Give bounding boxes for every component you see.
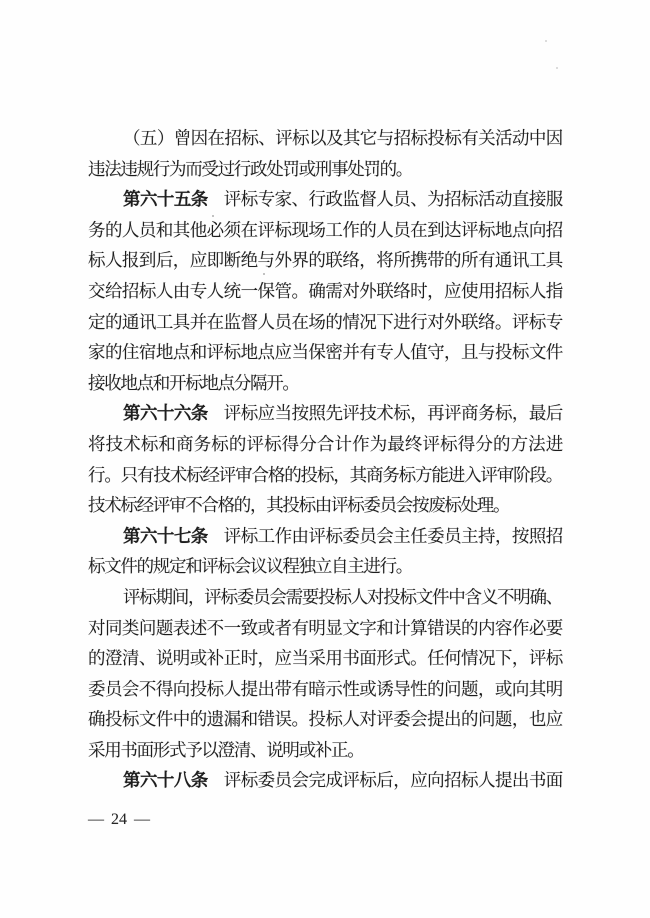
body-line-text: 行。只有技术标经评审合格的投标，其商务标方能进入评审阶段。 bbox=[88, 464, 562, 485]
body-line bbox=[88, 735, 562, 766]
body-line-text: 确投标文件中的遗漏和错误。投标人对评委会提出的问题，也应 bbox=[88, 709, 562, 730]
body-line-text: 务的人员和其他必须在评标现场工作的人员在到达评标地点向招 bbox=[88, 219, 562, 240]
body-line-text: 技术标经评审不合格的，其投标由评标委员会按废标处理。 bbox=[88, 495, 510, 516]
body-line-text: 对同类问题表述不一致或者有明显文字和计算错误的内容作必要 bbox=[88, 617, 562, 638]
body-line bbox=[88, 184, 562, 215]
body-line-text: 违法违规行为而受过行政处罚或刑事处罚的。 bbox=[88, 158, 412, 179]
body-line-text: 交给招标人由专人统一保管。确需对外联络时，应使用招标人指 bbox=[88, 280, 562, 301]
body-line bbox=[88, 429, 562, 460]
body-line bbox=[88, 490, 562, 521]
footer-dash-left: — bbox=[88, 811, 104, 828]
body-line bbox=[88, 765, 562, 796]
body-line bbox=[88, 276, 562, 307]
body-line bbox=[88, 582, 562, 613]
body-line-text: 定的通讯工具并在监督人员在场的情况下进行对外联络。评标专 bbox=[88, 311, 562, 332]
body-line-text: 评标专家、行政监督人员、为招标活动直接服 bbox=[223, 189, 562, 210]
body-line bbox=[88, 307, 562, 338]
body-line bbox=[88, 123, 562, 154]
body-line bbox=[88, 154, 562, 185]
body-line-text: 评标应当按照先评技术标，再评商务标，最后 bbox=[223, 403, 562, 424]
body-line bbox=[88, 215, 562, 246]
scan-speck bbox=[545, 40, 547, 42]
body-line-text: 委员会不得向投标人提出带有暗示性或诱导性的问题，或向其明 bbox=[88, 678, 562, 699]
scan-speck bbox=[556, 67, 558, 69]
body-line bbox=[88, 551, 562, 582]
page-number: 24 bbox=[111, 811, 127, 828]
body-line bbox=[88, 704, 562, 735]
article-number: 第六十五条 bbox=[123, 189, 208, 210]
footer-dash-right: — bbox=[134, 811, 150, 828]
body-line bbox=[88, 521, 562, 552]
body-line-text: 家的住宿地点和评标地点应当保密并有专人值守，且与投标文件 bbox=[88, 342, 562, 363]
body-line-text: 将技术标和商务标的评标得分合计作为最终评标得分的方法进 bbox=[88, 433, 562, 454]
page-footer bbox=[88, 809, 150, 831]
body-line bbox=[88, 643, 562, 674]
body-line-text: 评标工作由评标委员会主任委员主持，按照招 bbox=[223, 525, 562, 546]
body-line bbox=[88, 674, 562, 705]
body-line bbox=[88, 245, 562, 276]
body-line-text: 标文件的规定和评标会议议程独立自主进行。 bbox=[88, 556, 412, 577]
document-body bbox=[88, 123, 562, 796]
body-line-text: 标人报到后，应即断绝与外界的联络，将所携带的所有通讯工具 bbox=[88, 250, 562, 271]
body-line bbox=[88, 368, 562, 399]
article-number: 第六十八条 bbox=[123, 770, 208, 791]
article-number: 第六十七条 bbox=[123, 525, 208, 546]
body-line bbox=[88, 613, 562, 644]
body-line-text: 的澄清、说明或补正时，应当采用书面形式。任何情况下，评标 bbox=[88, 648, 562, 669]
article-number: 第六十六条 bbox=[123, 403, 208, 424]
body-line bbox=[88, 398, 562, 429]
body-line-text: 评标期间，评标委员会需要投标人对投标文件中含义不明确、 bbox=[123, 586, 562, 607]
body-line-text: （五）曾因在招标、评标以及其它与招标投标有关活动中因 bbox=[123, 128, 562, 148]
body-line-text: 评标委员会完成评标后，应向招标人提出书面 bbox=[223, 770, 562, 791]
body-line-text: 接收地点和开标地点分隔开。 bbox=[88, 372, 299, 393]
body-line bbox=[88, 337, 562, 368]
body-line bbox=[88, 460, 562, 491]
body-line-text: 采用书面形式予以澄清、说明或补正。 bbox=[88, 739, 364, 760]
